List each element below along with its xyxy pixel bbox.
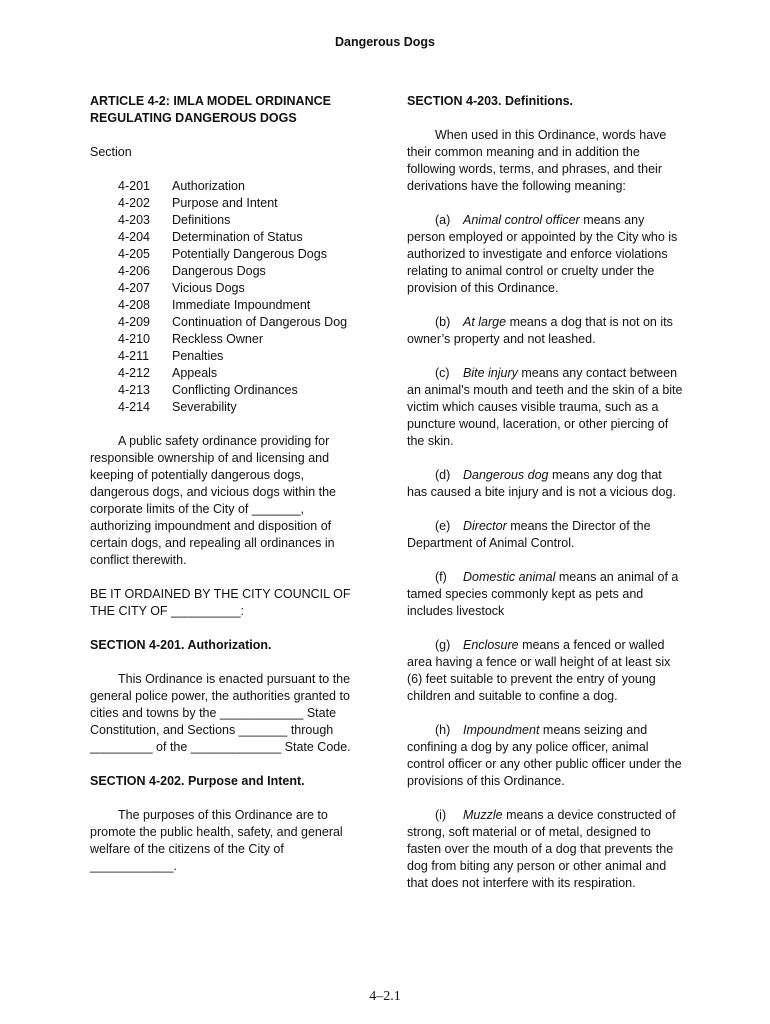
toc-item [118, 297, 365, 314]
ordained-clause: BE IT ORDAINED BY THE CITY COUNCIL OF THE CITY OF __________: [90, 587, 351, 618]
toc-number: 4-214 [118, 400, 150, 414]
toc-title: Purpose and Intent [172, 196, 278, 210]
toc-title: Dangerous Dogs [172, 264, 266, 278]
section-4-202-text: The purposes of this Ordinance are to promote the public health, safety, and general welfare of the citizens of the City of ____________. [90, 808, 343, 873]
toc-number: 4-212 [118, 366, 150, 380]
table-of-contents [118, 178, 365, 416]
definition-domestic-animal: (f) Domestic animal means an animal of a tamed species commonly kept as pets and includes livestock [407, 570, 679, 618]
toc-item [118, 178, 365, 195]
toc-item [118, 382, 365, 399]
section-4-203-intro: When used in this Ordinance, words have their common meaning and in addition the following words, terms, and phrases, and their derivations have the following meaning: [407, 128, 667, 193]
toc-title: Authorization [172, 179, 245, 193]
toc-title: Conflicting Ordinances [172, 383, 298, 397]
toc-item [118, 280, 365, 297]
section-4-203-heading: SECTION 4-203. Definitions. [407, 94, 574, 108]
toc-number: 4-211 [118, 349, 150, 363]
definition-director: (e) Director means the Director of the Department of Animal Control. [407, 519, 651, 550]
section-4-201-text: This Ordinance is enacted pursuant to the general police power, the authorities granted to cities and towns by the ____________ State Constitution, and Sections _______ through _________ of the _____________ State Code. [90, 672, 351, 754]
toc-title: Reckless Owner [172, 332, 263, 346]
toc-item [118, 348, 365, 365]
toc-item [118, 246, 365, 263]
toc-title: Continuation of Dangerous Dog [172, 315, 348, 329]
toc-title: Penalties [172, 349, 224, 363]
section-4-201-heading: SECTION 4-201. Authorization. [90, 638, 272, 652]
toc-title: Determination of Status [172, 230, 303, 244]
toc-title: Immediate Impoundment [172, 298, 311, 312]
left-column [90, 93, 365, 875]
toc-item [118, 229, 365, 246]
toc-item [118, 263, 365, 280]
article-title: ARTICLE 4-2: IMLA MODEL ORDINANCE REGULATING DANGEROUS DOGS [90, 94, 331, 125]
toc-number: 4-210 [118, 332, 150, 346]
toc-number: 4-207 [118, 281, 150, 295]
definition-dangerous-dog: (d) Dangerous dog means any dog that has caused a bite injury and is not a vicious dog. [407, 468, 676, 499]
toc-number: 4-202 [118, 196, 150, 210]
definition-impoundment: (h) Impoundment means seizing and confining a dog by any police officer, animal control officer or any other public officer under the provisions of this Ordinance. [407, 723, 682, 788]
toc-number: 4-209 [118, 315, 150, 329]
toc-number: 4-206 [118, 264, 150, 278]
toc-title: Appeals [172, 366, 218, 380]
toc-title: Severability [172, 400, 237, 414]
toc-item [118, 314, 365, 331]
toc-title: Definitions [172, 213, 231, 227]
page-title: Dangerous Dogs [334, 35, 435, 49]
toc-number: 4-205 [118, 247, 150, 261]
right-column [407, 93, 685, 892]
toc-number: 4-204 [118, 230, 150, 244]
toc-item [118, 331, 365, 348]
toc-number: 4-208 [118, 298, 150, 312]
toc-title: Vicious Dogs [172, 281, 245, 295]
toc-number: 4-203 [118, 213, 150, 227]
toc-number: 4-201 [118, 179, 150, 193]
toc-item [118, 212, 365, 229]
definition-animal-control-officer: (a) Animal control officer means any person employed or appointed by the City who is authorized to investigate and enforce violations relating to animal control or cruelty under the provision of this Ordinance. [407, 213, 678, 295]
intro-paragraph: A public safety ordinance providing for responsible ownership of and licensing and keeping of potentially dangerous dogs, dangerous dogs, and vicious dogs within the corporate limits of the City of _______, authorizing impoundment and disposition of certain dogs, and repealing all ordinances in conflict therewith. [90, 434, 336, 567]
definition-muzzle: (i) Muzzle means a device constructed of strong, soft material or of metal, designed to fasten over the mouth of a dog that prevents the dog from biting any person or other animal and that does not interfere with its respiration. [407, 808, 676, 890]
section-4-202-heading: SECTION 4-202. Purpose and Intent. [90, 774, 305, 788]
toc-title: Potentially Dangerous Dogs [172, 247, 327, 261]
definition-enclosure: (g) Enclosure means a fenced or walled area having a fence or wall height of at least six (6) feet suitable to prevent the entry of young children and suitable to confine a dog. [407, 638, 671, 703]
toc-item [118, 195, 365, 212]
toc-item [118, 365, 365, 382]
page-number: 4–2.1 [369, 989, 401, 1004]
definition-at-large: (b) At large means a dog that is not on its owner’s property and not leashed. [407, 315, 673, 346]
definition-bite-injury: (c) Bite injury means any contact between an animal's mouth and teeth and the skin of a bite victim which causes visible trauma, such as a puncture wound, laceration, or other piercing of the skin. [407, 366, 683, 448]
section-label: Section [90, 145, 132, 159]
toc-number: 4-213 [118, 383, 150, 397]
toc-item [118, 399, 365, 416]
